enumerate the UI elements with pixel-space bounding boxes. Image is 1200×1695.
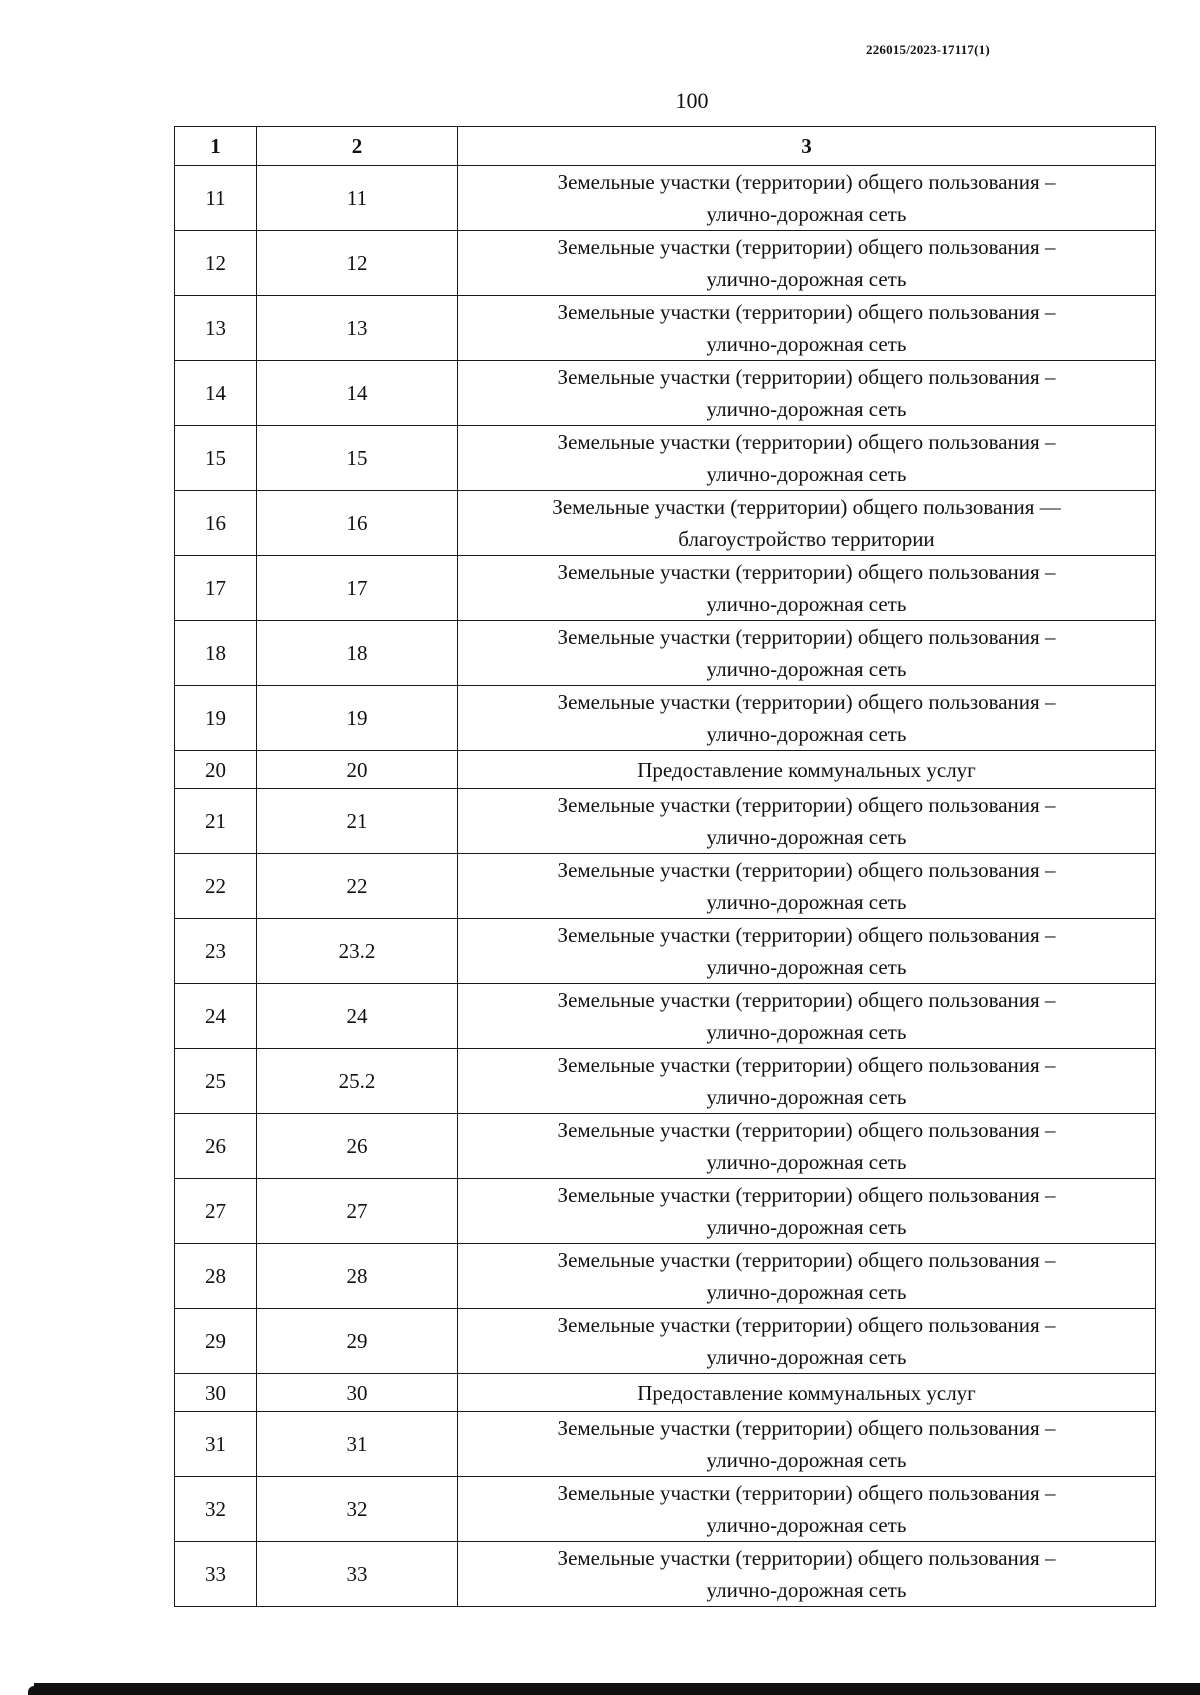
zone-number-cell: 21 [257,789,458,854]
description-line-2: улично-дорожная сеть [706,397,907,421]
description-line-1: Земельные участки (территории) общего пользования – [557,300,1056,324]
description-line-1: Предоставление коммунальных услуг [637,757,976,782]
zone-number-cell: 13 [257,296,458,361]
description-line-2: улично-дорожная сеть [706,202,907,226]
land-use-description-cell [458,686,1156,751]
row-number-cell: 30 [175,1374,257,1412]
row-number-cell: 18 [175,621,257,686]
zone-number-cell: 16 [257,491,458,556]
row-number-cell: 21 [175,789,257,854]
description-line-2: улично-дорожная сеть [706,462,907,486]
table-row [175,1244,1156,1309]
description-line-1: Земельные участки (территории) общего пользования – [557,858,1056,882]
land-use-description-cell [458,1477,1156,1542]
description-line-2: улично-дорожная сеть [706,825,907,849]
description-line-2: улично-дорожная сеть [706,955,907,979]
row-number-cell: 26 [175,1114,257,1179]
description-line-1: Земельные участки (территории) общего пользования – [557,1053,1056,1077]
land-use-description-cell [458,1179,1156,1244]
land-use-description-cell [458,296,1156,361]
description-line-1: Земельные участки (территории) общего пользования – [557,1248,1056,1272]
table-row [175,751,1156,789]
table-row [175,789,1156,854]
row-number-cell: 12 [175,231,257,296]
zone-number-cell: 14 [257,361,458,426]
zone-number-cell: 17 [257,556,458,621]
description-line-1: Земельные участки (территории) общего пользования – [557,1416,1056,1440]
description-line-2: благоустройство территории [678,527,935,551]
zone-number-cell: 31 [257,1412,458,1477]
description-line-1: Предоставление коммунальных услуг [637,1380,976,1405]
land-use-description-cell [458,556,1156,621]
land-use-description-cell [458,621,1156,686]
land-use-table [174,126,1156,1607]
land-use-description-cell [458,1244,1156,1309]
description-line-2: улично-дорожная сеть [706,1578,907,1602]
description-line-1: Земельные участки (территории) общего пользования – [557,1313,1056,1337]
column-header-3: 3 [458,127,1156,166]
zone-number-cell: 32 [257,1477,458,1542]
description-line-1: Земельные участки (территории) общего пользования – [557,923,1056,947]
land-use-description-cell [458,854,1156,919]
zone-number-cell: 18 [257,621,458,686]
land-use-description-cell [458,361,1156,426]
land-use-description-cell [458,1374,1156,1412]
row-number-cell: 24 [175,984,257,1049]
row-number-cell: 13 [175,296,257,361]
row-number-cell: 20 [175,751,257,789]
zone-number-cell: 27 [257,1179,458,1244]
scan-bottom-bar [34,1683,1200,1695]
land-use-description-cell [458,1049,1156,1114]
row-number-cell: 17 [175,556,257,621]
description-line-1: Земельные участки (территории) общего пользования – [557,170,1056,194]
table-row [175,296,1156,361]
row-number-cell: 19 [175,686,257,751]
description-line-2: улично-дорожная сеть [706,1448,907,1472]
land-use-description-cell [458,789,1156,854]
land-use-description-cell [458,166,1156,231]
row-number-cell: 11 [175,166,257,231]
column-header-1: 1 [175,127,257,166]
land-use-description-cell [458,751,1156,789]
table-row [175,426,1156,491]
row-number-cell: 23 [175,919,257,984]
zone-number-cell: 19 [257,686,458,751]
land-use-description-cell [458,984,1156,1049]
zone-number-cell: 23.2 [257,919,458,984]
land-use-description-cell [458,231,1156,296]
description-line-2: улично-дорожная сеть [706,332,907,356]
row-number-cell: 31 [175,1412,257,1477]
description-line-2: улично-дорожная сеть [706,1150,907,1174]
description-line-2: улично-дорожная сеть [706,1280,907,1304]
table-row [175,1412,1156,1477]
description-line-2: улично-дорожная сеть [706,657,907,681]
description-line-1: Земельные участки (территории) общего пользования – [557,430,1056,454]
description-line-1: Земельные участки (территории) общего пользования – [557,560,1056,584]
table-row [175,919,1156,984]
land-use-description-cell [458,1412,1156,1477]
description-line-1: Земельные участки (территории) общего пользования – [557,625,1056,649]
zone-number-cell: 25.2 [257,1049,458,1114]
description-line-1: Земельные участки (территории) общего пользования – [557,365,1056,389]
zone-number-cell: 12 [257,231,458,296]
zone-number-cell: 22 [257,854,458,919]
description-line-2: улично-дорожная сеть [706,1085,907,1109]
land-use-description-cell [458,426,1156,491]
table-row [175,1309,1156,1374]
land-use-description-cell [458,1114,1156,1179]
table-row [175,1114,1156,1179]
description-line-1: Земельные участки (территории) общего пользования – [557,1481,1056,1505]
table-row [175,686,1156,751]
land-use-description-cell [458,919,1156,984]
description-line-2: улично-дорожная сеть [706,890,907,914]
table-row [175,361,1156,426]
zone-number-cell: 20 [257,751,458,789]
zone-number-cell: 11 [257,166,458,231]
row-number-cell: 22 [175,854,257,919]
description-line-2: улично-дорожная сеть [706,267,907,291]
table-body [175,166,1156,1607]
table-row [175,1179,1156,1244]
zone-number-cell: 33 [257,1542,458,1607]
row-number-cell: 32 [175,1477,257,1542]
table-row [175,1049,1156,1114]
land-use-description-cell [458,1309,1156,1374]
table-row [175,854,1156,919]
row-number-cell: 28 [175,1244,257,1309]
zone-number-cell: 29 [257,1309,458,1374]
row-number-cell: 15 [175,426,257,491]
description-line-2: улично-дорожная сеть [706,722,907,746]
table-row [175,491,1156,556]
row-number-cell: 16 [175,491,257,556]
table-row [175,1477,1156,1542]
land-use-description-cell [458,491,1156,556]
table-row [175,1542,1156,1607]
description-line-2: улично-дорожная сеть [706,1513,907,1537]
zone-number-cell: 26 [257,1114,458,1179]
table-row [175,166,1156,231]
land-use-description-cell [458,1542,1156,1607]
table-row [175,556,1156,621]
description-line-1: Земельные участки (территории) общего пользования – [557,988,1056,1012]
row-number-cell: 33 [175,1542,257,1607]
description-line-2: улично-дорожная сеть [706,1215,907,1239]
zone-number-cell: 15 [257,426,458,491]
column-header-2: 2 [257,127,458,166]
description-line-1: Земельные участки (территории) общего пользования – [557,793,1056,817]
description-line-2: улично-дорожная сеть [706,1345,907,1369]
row-number-cell: 29 [175,1309,257,1374]
row-number-cell: 14 [175,361,257,426]
table-row [175,984,1156,1049]
table-row [175,231,1156,296]
page-number [0,88,1200,114]
row-number-cell: 25 [175,1049,257,1114]
page-number-text: 100 [675,88,709,113]
description-line-1: Земельные участки (территории) общего пользования — [552,495,1061,519]
description-line-2: улично-дорожная сеть [706,592,907,616]
row-number-cell: 27 [175,1179,257,1244]
zone-number-cell: 28 [257,1244,458,1309]
description-line-1: Земельные участки (территории) общего пользования – [557,1546,1056,1570]
zone-number-cell: 30 [257,1374,458,1412]
description-line-2: улично-дорожная сеть [706,1020,907,1044]
document-registration-number: 226015/2023-17117(1) [866,42,990,57]
description-line-1: Земельные участки (территории) общего пользования – [557,1118,1056,1142]
description-line-1: Земельные участки (территории) общего пользования – [557,690,1056,714]
description-line-1: Земельные участки (территории) общего пользования – [557,1183,1056,1207]
table-header-row [175,127,1156,166]
description-line-1: Земельные участки (территории) общего пользования – [557,235,1056,259]
zone-number-cell: 24 [257,984,458,1049]
table-row [175,1374,1156,1412]
table-row [175,621,1156,686]
